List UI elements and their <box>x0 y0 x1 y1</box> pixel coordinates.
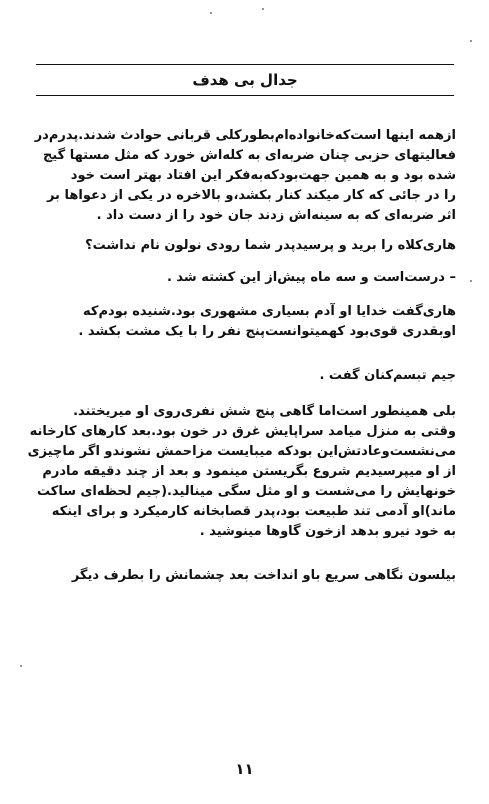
scan-speck <box>262 8 264 10</box>
text-line: از او میپرسیدیم شروع بگریستن مینمود و بعد از چند دقیقه مادرم <box>42 464 456 479</box>
text-line: وقتی به منزل میامد سراپایش غرق در خون بود.بعد کارهای کارخانه <box>29 424 456 439</box>
page-number: ۱۱ <box>235 760 254 778</box>
paragraph <box>34 366 456 386</box>
text-line: اثر ضربه‌ای که به سینه‌اش زدند جان خود را از دست داد . <box>96 208 456 223</box>
paragraph <box>34 268 456 288</box>
paragraph <box>27 402 456 542</box>
text-line: بیلسون نگاهی سریع باو انداخت بعد چشمانش را بطرف دیگر <box>71 568 456 583</box>
text-line: به خود نیرو بدهد ازخون گاوها مینوشید . <box>199 524 456 539</box>
text-line: هاری‌گفت خدایا او آدم بسیاری مشهوری بود.شنیده بودم‌که <box>83 304 456 319</box>
scan-speck <box>210 12 212 14</box>
text-line: ازهمه اینها است‌که‌خانواده‌ام‌بطورکلی قربانی حوادث شدند.پدرم‌در <box>34 128 456 143</box>
paragraph <box>34 566 456 586</box>
text-line: شده بود و به همین جهت‌بود‌که‌به‌فکر این افتاد بهتر است خود <box>70 168 456 183</box>
text-line: فعالیتهای حزبی چنان ضربه‌ای به کله‌اش خورد که مثل مستها گیج <box>42 148 456 163</box>
paragraph <box>34 126 456 226</box>
header-rule-bottom <box>36 95 454 96</box>
text-line: بلی همینطور است‌اما گاهی پنج شش نفری‌روی او میریختند. <box>73 404 456 419</box>
text-line: می‌نشست‌وعادتش‌این بود‌که میبایست مزاحمش نشوند‌و اگر ماچیزی <box>27 444 456 459</box>
text-line: را در جائی که کار میکند کنار بکشد،و بالاخره در یکی از دعواها بر <box>46 188 456 203</box>
page-title: جدال بی هدف <box>192 71 298 89</box>
text-line: ماند)او آدمی تند طبیعت بود،پدر قصابخانه کارمیکرد و برای اینکه <box>51 504 456 519</box>
text-line: هاری‌کلاه‌ را بر‌ید و پرسید‌پدر شما رودی نولون نام نداشت؟ <box>85 238 456 253</box>
text-line: جیم تبسم‌کنان گفت . <box>319 368 456 383</box>
scan-speck <box>470 40 472 42</box>
header-rule-top <box>36 64 454 65</box>
text-line: اوبقدری قوی‌بود کهمیتوانست‌پنج نفر را با یک مشت بکشد . <box>78 324 456 339</box>
text-line: – درست‌است و سه ماه پیش‌از این کشته شد . <box>166 270 456 285</box>
paragraph <box>34 236 456 256</box>
scan-speck <box>470 280 472 282</box>
paragraph <box>34 302 456 342</box>
text-line: خونهایش را می‌شست و او مثل سگی مینالید.(جیم لحظه‌ای ساکت <box>37 484 456 499</box>
scan-speck <box>20 665 22 667</box>
